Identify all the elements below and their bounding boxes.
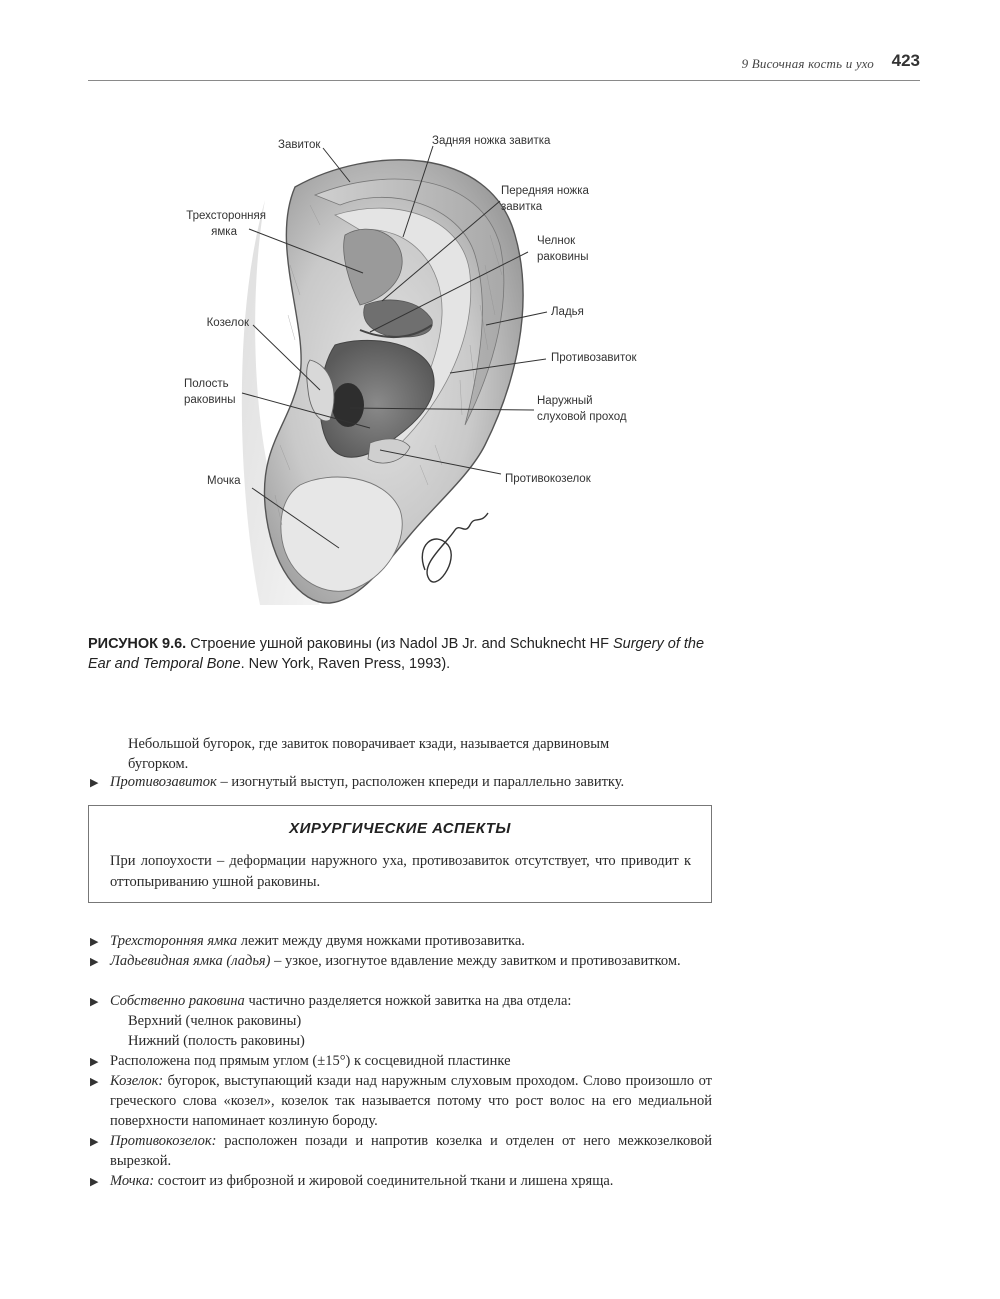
chapter-title: 9 Височная кость и ухо xyxy=(741,56,874,71)
bullet-antihelix xyxy=(110,772,712,792)
figure-caption xyxy=(88,634,728,674)
surgical-aspects-title: ХИРУРГИЧЕСКИЕ АСПЕКТЫ xyxy=(289,820,511,837)
term-antihelix: Противозавиток xyxy=(110,774,217,790)
page-number: 423 xyxy=(891,51,920,70)
label-protivozavitok: Противозавиток xyxy=(551,352,637,364)
bullet-icon: ▶ xyxy=(90,996,99,1008)
text-antihelix: – изогнутый выступ, расположен кпереди и параллельно завитку. xyxy=(216,774,625,790)
label-zadnyaya: Задняя ножка завитка xyxy=(432,135,551,147)
bullet-angle: Расположена под прямым углом (±15°) к сосцевидной пластинке xyxy=(110,1053,511,1069)
bullet-icon: ▶ xyxy=(90,1056,99,1068)
bullet-icon: ▶ xyxy=(90,1076,99,1088)
label-polost-1: Полость xyxy=(184,378,229,390)
sub-item-lower: Нижний (полость раковины) xyxy=(128,1033,305,1049)
bullet-icon: ▶ xyxy=(90,956,99,968)
term-triangular-fossa: Трехсторонняя ямка xyxy=(110,933,238,949)
surgical-aspects-box xyxy=(88,805,712,903)
lobule xyxy=(281,477,402,591)
label-chelnok-2: раковины xyxy=(537,251,589,263)
term-antitragus: Противокозелок: xyxy=(110,1133,217,1149)
text-antitragus: расположен позади и напротив козелка и отделен от него межкозелковой вырезкой. xyxy=(110,1133,712,1169)
label-protivokozelok: Противокозелок xyxy=(505,473,591,485)
caption-text-2: . New York, Raven Press, 1993). xyxy=(240,656,451,672)
running-header xyxy=(88,48,920,81)
label-zavitok: Завиток xyxy=(278,139,321,151)
label-mochka: Мочка xyxy=(207,475,241,487)
intro-line-2: бугорком. xyxy=(128,756,189,772)
bullet-icon: ▶ xyxy=(90,1136,99,1148)
label-naruzhny-1: Наружный xyxy=(537,395,593,407)
label-trekh-1: Трехсторонняя xyxy=(186,210,266,222)
bullet-icon: ▶ xyxy=(90,936,99,948)
text-tragus: бугорок, выступающий кзади над наружным слуховым проходом. Слово произошло от греческого слова «козел», козелок так называется потому что рост волос на его медиальной поверхности напоминает козлиную бороду. xyxy=(110,1073,712,1129)
text-concha: частично разделяется ножкой завитка на два отдела: xyxy=(244,993,572,1009)
label-kozelok: Козелок xyxy=(206,317,249,329)
artist-signature xyxy=(422,513,488,582)
label-perednyaya-2: завитка xyxy=(501,201,543,213)
caption-text-1: Строение ушной раковины (из Nadol JB Jr. and Schuknecht HF xyxy=(186,636,613,652)
label-chelnok-1: Челнок xyxy=(537,235,576,247)
ear-figure xyxy=(170,125,660,615)
term-lobule: Мочка: xyxy=(110,1173,155,1189)
bullet-lobule xyxy=(110,1171,712,1191)
label-naruzhny-2: слуховой проход xyxy=(537,411,627,423)
surgical-aspects-text: При лопоухости – деформации наружного уха, противозавиток отсутствует, что приводит к оттопыриванию ушной раковины. xyxy=(110,853,691,890)
text-triangular-fossa: лежит между двумя ножками противозавитка. xyxy=(237,933,525,949)
label-trekh-2: ямка xyxy=(211,226,237,238)
sub-item-upper: Верхний (челнок раковины) xyxy=(128,1013,302,1029)
bullet-triangular-fossa xyxy=(110,931,712,951)
caption-label: РИСУНОК 9.6. xyxy=(88,636,187,652)
term-scapha: Ладьевидная ямка (ладья) xyxy=(110,953,271,969)
bullet-antitragus xyxy=(110,1131,712,1171)
bullet-concha xyxy=(110,991,712,1011)
bullet-scapha xyxy=(110,951,712,971)
bullet-icon: ▶ xyxy=(90,777,99,789)
bullet-tragus xyxy=(110,1071,712,1131)
text-scapha: – узкое, изогнутое вдавление между завитком и противозавитком. xyxy=(270,953,681,969)
text-lobule: состоит из фиброзной и жировой соединительной ткани и лишена хряща. xyxy=(154,1173,614,1189)
intro-line-1: Небольшой бугорок, где завиток поворачивает кзади, называется дарвиновым xyxy=(128,736,610,752)
label-perednyaya-1: Передняя ножка xyxy=(501,185,589,197)
label-polost-2: раковины xyxy=(184,394,236,406)
term-concha: Собственно раковина xyxy=(110,993,245,1009)
term-tragus: Козелок: xyxy=(110,1073,164,1089)
caption-book-title: Surgery of the Ear and Temporal Bone xyxy=(88,636,705,672)
ear-canal xyxy=(332,383,364,427)
label-ladya: Ладья xyxy=(551,306,584,318)
bullet-icon: ▶ xyxy=(90,1176,99,1188)
